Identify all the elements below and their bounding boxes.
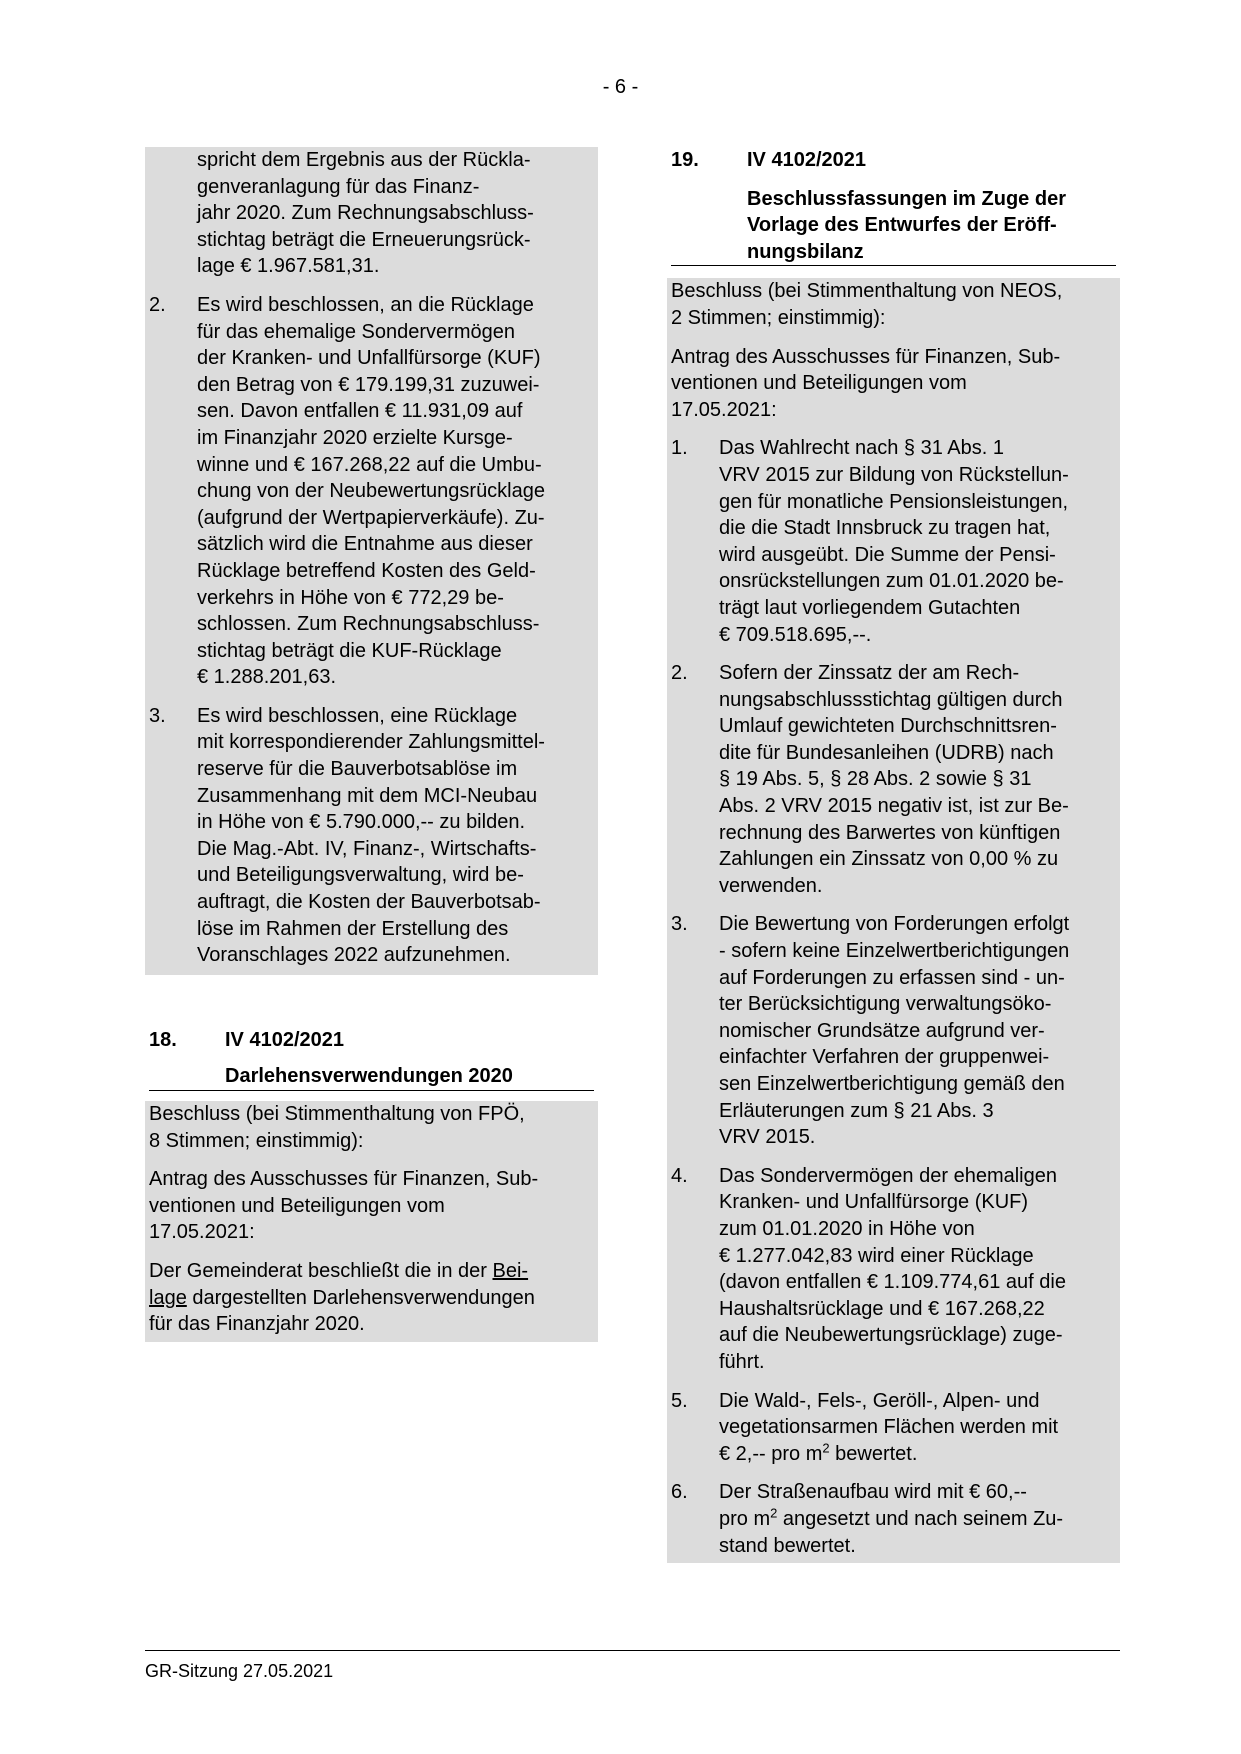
text-line: winne und € 167.268,22 auf die Umbu- [197,453,542,476]
text-line: sen. Davon entfallen € 11.931,09 auf [197,400,523,423]
text-line: auf Forderungen zu erfassen sind - un- [719,966,1065,989]
list-text [719,660,1116,899]
text-line: vegetationsarmen Flächen werden mit [719,1416,1059,1439]
text-line: Haushaltsrücklage und € 167.268,22 [719,1297,1045,1320]
list-number: 2. [671,662,688,685]
list-item [149,703,594,969]
text-line: die die Stadt Innsbruck zu tragen hat, [719,517,1051,540]
beilage-link[interactable]: lage [149,1286,187,1309]
text-line: im Finanzjahr 2020 erzielte Kursge- [197,426,513,449]
text-line: Es wird beschlossen, an die Rücklage [197,293,534,316]
text-line: wird ausgeübt. Die Summe der Pensi- [719,543,1056,566]
text-line: trägt laut vorliegendem Gutachten [719,596,1021,619]
text-line: Rücklage betreffend Kosten des Geld- [197,559,536,582]
text-line: Die Wald-, Fels-, Geröll-, Alpen- und [719,1389,1040,1412]
antrag-line: 17.05.2021: [671,398,777,421]
text-line: Voranschlages 2022 aufzunehmen. [197,944,511,967]
text-line: ter Berücksichtigung verwaltungsöko- [719,993,1052,1016]
text-line: einfachter Verfahren der gruppenwei- [719,1046,1050,1069]
text-line: nungsabschlussstichtag gültigen durch [719,688,1063,711]
text-line: € 1.288.201,63. [197,666,337,689]
continued-text-block [145,147,598,975]
text-line: verkehrs in Höhe von € 772,29 be- [197,586,504,609]
antrag-line: ventionen und Beteiligungen vom [671,372,967,395]
footer-divider [145,1650,1120,1651]
section-code: IV 4102/2021 [747,149,866,171]
list-item [671,1479,1116,1559]
text-line: auftragt, die Kosten der Bauverbotsab- [197,891,541,914]
list-number: 4. [671,1164,688,1187]
text-line: nomischer Grundsätze aufgrund ver- [719,1019,1045,1042]
text-line: gen für monatliche Pensionsleistungen, [719,490,1069,513]
section-title: Beschlussfassungen im Zuge der Vorlage des Entwurfes der Eröff- nungsbilanz [671,186,1116,267]
section-number: 18. [149,1028,177,1051]
antrag-line: 17.05.2021: [149,1221,255,1244]
right-column [667,147,1120,1563]
text-line: (davon entfallen € 1.109.774,61 auf die [719,1271,1066,1294]
text-line: für das ehemalige Sondervermögen [197,320,515,343]
list-text [197,292,594,691]
text-line: € 1.277.042,83 wird einer Rücklage [719,1244,1034,1267]
text-line: Umlauf gewichteten Durchschnittsren- [719,715,1057,738]
list-text [719,1479,1116,1559]
text-line: § 19 Abs. 5, § 28 Abs. 2 sowie § 31 [719,768,1032,791]
antrag-line: Antrag des Ausschusses für Finanzen, Sub- [149,1168,539,1191]
text-line: stichtag beträgt die Erneuerungsrück- [197,228,531,251]
text-line: VRV 2015 zur Bildung von Rückstellun- [719,463,1069,486]
text-line: genveranlagung für das Finanz- [197,175,480,198]
text-line: sen Einzelwertberichtigung gemäß den [719,1073,1065,1095]
text-line: führt. [719,1350,765,1373]
text-line: reserve für die Bauverbotsablöse im [197,758,518,781]
list-number: 5. [671,1389,688,1412]
list-item [671,911,1116,1150]
text-line: lage € 1.967.581,31. [197,255,380,278]
text-line: Die Mag.-Abt. IV, Finanz-, Wirtschafts- [197,837,537,860]
text-line: Erläuterungen zum § 21 Abs. 3 [719,1099,994,1122]
text-line: chung von der Neubewertungsrücklage [197,480,545,503]
list-item [671,660,1116,899]
section-code: IV 4102/2021 [225,1028,344,1051]
text-line: dite für Bundesanleihen (UDRB) nach [719,741,1054,764]
section-18-body [145,1101,598,1342]
left-column [145,147,598,1342]
text-line: Kranken- und Unfallfürsorge (KUF) [719,1191,1029,1214]
list-item [671,435,1116,648]
list-number: 3. [671,913,688,936]
text-line: auf die Neubewertungsrücklage) zuge- [719,1324,1063,1347]
section-heading [671,147,1116,174]
text-line: Zahlungen ein Zinssatz von 0,00 % zu [719,848,1059,871]
section-number: 19. [671,149,699,171]
list-text [719,911,1116,1150]
beschluss-line: Beschluss (bei Stimmenthaltung von NEOS, [671,280,1063,303]
antrag-line: ventionen und Beteiligungen vom [149,1194,445,1217]
text-line: der Kranken- und Unfallfürsorge (KUF) [197,347,541,370]
section-title: Darlehensverwendungen 2020 [149,1063,594,1091]
list-number: 2. [149,293,166,316]
text-line: Zusammenhang mit dem MCI-Neubau [197,784,538,807]
list-text [719,1388,1116,1468]
text-line: spricht dem Ergebnis aus der Rückla- [197,149,531,171]
list-text [719,1163,1116,1376]
beschluss-line: Beschluss (bei Stimmenthaltung von FPÖ, [149,1103,525,1125]
text-line: jahr 2020. Zum Rechnungsabschluss- [197,202,534,225]
section-18 [145,1027,598,1091]
beschluss-line: 2 Stimmen; einstimmig): [671,306,886,329]
text-line: € 709.518.695,--. [719,623,872,646]
text-line: Abs. 2 VRV 2015 negativ ist, ist zur Be- [719,795,1069,818]
section-19-body [667,278,1120,1563]
text-line: Sofern der Zinssatz der am Rech- [719,662,1020,685]
list-text [719,435,1116,648]
text-line: Das Wahlrecht nach § 31 Abs. 1 [719,437,1004,460]
list-item [149,292,594,691]
text-line: stichtag beträgt die KUF-Rücklage [197,639,502,662]
antrag-line: Antrag des Ausschusses für Finanzen, Sub- [671,345,1061,368]
text-line: Der Straßenaufbau wird mit € 60,-- [719,1481,1027,1504]
list-number: 3. [149,704,166,727]
text-line: stand bewertet. [719,1534,856,1557]
list-number: 6. [671,1481,688,1504]
text-line: pro $m^2$ angesetzt und nach seinem Zu- [719,1505,1064,1530]
beilage-link[interactable]: Bei- [492,1259,529,1282]
list-number: 1. [671,437,688,460]
decision-text: Der Gemeinderat beschließt die in der Bei- lage dargestellten Darlehensverwendungen für das Finanzjahr 2020. [149,1259,535,1336]
text-line: Das Sondervermögen der ehemaligen [719,1164,1057,1187]
beschluss-line: 8 Stimmen; einstimmig): [149,1129,364,1152]
text-line: - sofern keine Einzelwertberichtigungen [719,940,1070,963]
text-line: onsrückstellungen zum 01.01.2020 be- [719,570,1064,593]
list-item [671,1163,1116,1376]
text-line: € 2,-- pro $m^2$ bewertet. [719,1440,918,1465]
continued-paragraph [149,147,594,280]
section-19 [667,147,1120,266]
text-line: verwenden. [719,874,823,897]
text-line: und Beteiligungsverwaltung, wird be- [197,864,524,887]
text-line: rechnung des Barwertes von künftigen [719,821,1061,844]
footer: GR-Sitzung 27.05.2021 [145,1661,334,1681]
page-number: - 6 - [602,76,639,98]
text-line: mit korrespondierender Zahlungsmittel- [197,731,545,754]
text-line: VRV 2015. [719,1126,816,1149]
text-line: in Höhe von € 5.790.000,-- zu bilden. [197,811,525,834]
section-heading [149,1027,594,1054]
list-text [197,703,594,969]
text-line: Die Bewertung von Forderungen erfolgt [719,913,1070,936]
text-line: (aufgrund der Wertpapierverkäufe). Zu- [197,506,545,529]
text-line: zum 01.01.2020 in Höhe von [719,1217,975,1240]
list-item [671,1388,1116,1468]
text-line: schlossen. Zum Rechnungsabschluss- [197,613,540,636]
text-line: löse im Rahmen der Erstellung des [197,917,509,940]
text-line: Es wird beschlossen, eine Rücklage [197,704,518,727]
text-line: sätzlich wird die Entnahme aus dieser [197,533,533,556]
text-line: den Betrag von € 179.199,31 zuzuwei- [197,373,540,396]
